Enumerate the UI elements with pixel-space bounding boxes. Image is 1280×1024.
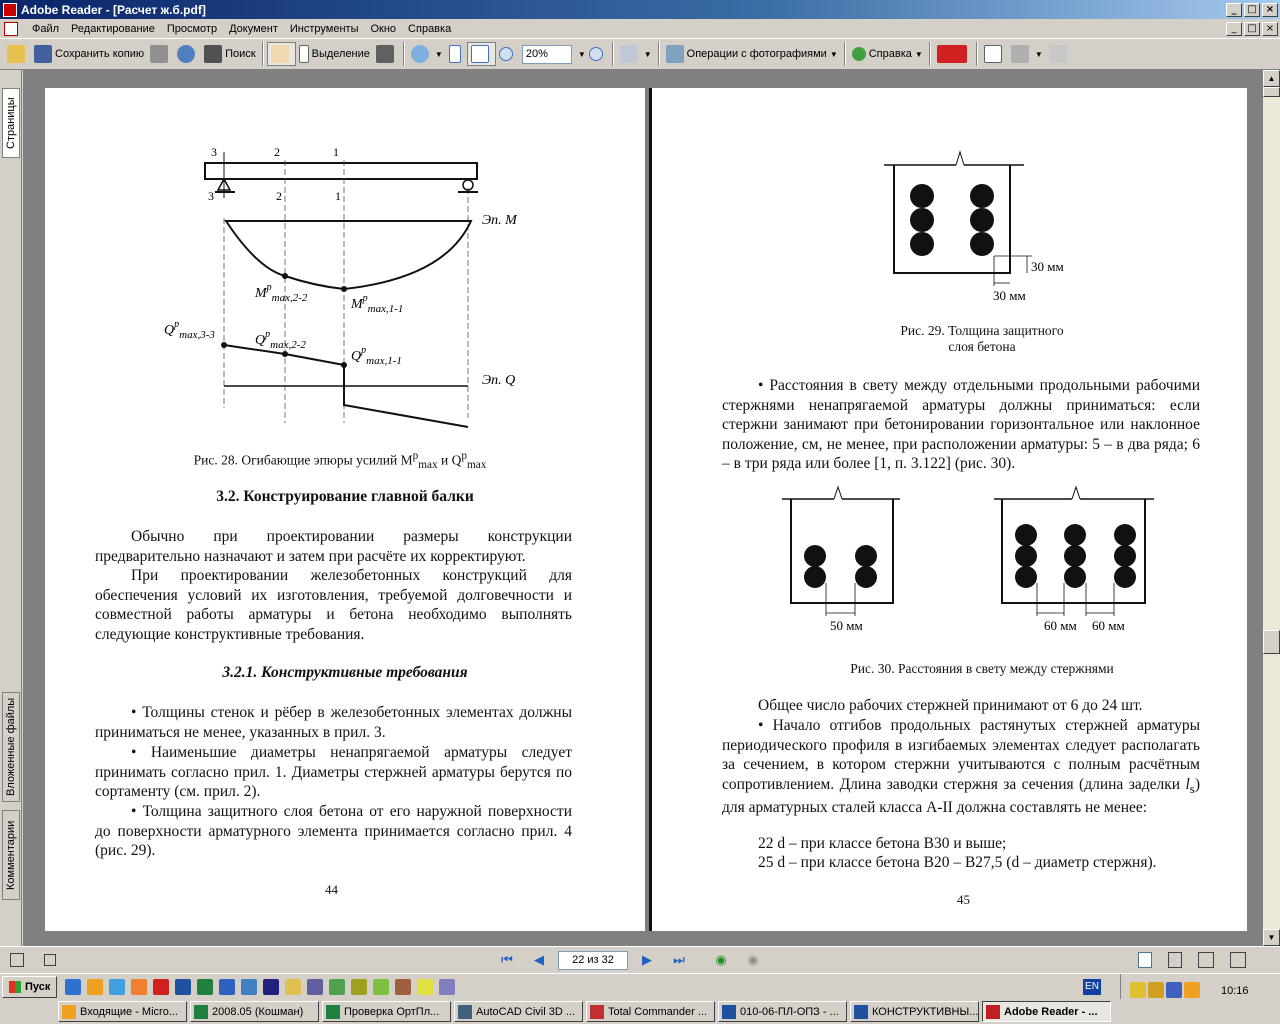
fit-width-icon [471,45,489,63]
total-commander-icon [590,1005,604,1019]
save-copy-button[interactable]: Сохранить копию [31,42,147,66]
dim-50mm: 50 мм [830,618,863,633]
toolbar-separator [976,42,978,66]
quicklaunch-app8-icon[interactable] [417,979,433,995]
paragraph: • Начало отгибов продольных растянутых стержней арматуры периодического профиля в изгибаемых элементах следует располагать за сечением, в котором стержни учитываются с полным расчётным сопротивлением. Длина заводки стержня за сечения (длина заделки $l_s$) для арматурных сталей класса А-II должна составлять не менее: [722,717,1200,817]
quicklaunch-app-icon[interactable] [131,979,147,995]
dim-60mm-left: 60 мм [1044,618,1077,633]
excel-icon [194,1005,208,1019]
printer-icon [150,45,168,63]
taskbar-top-row [0,973,1280,999]
tab-attachments[interactable]: Вложенные файлы [2,692,20,802]
bullet-item: • Толщины стенок и рёбер в железобетонных элементах должны приниматься не менее, указанных в прил. 3. [95,704,572,741]
menu-tools[interactable]: Инструменты [289,22,359,35]
photo-icon [666,45,684,63]
scroll-split-button[interactable] [1263,87,1280,97]
document-icon[interactable] [4,22,18,36]
figure-29 [652,88,1250,318]
window-title: Adobe Reader - [Расчет ж.б.pdf] [21,2,206,17]
taskbar-button-excel[interactable]: 2008.05 (Кошман) [190,1001,319,1022]
continuous-layout-icon[interactable] [1168,952,1182,968]
adobe-reader-icon [3,3,17,17]
continuous-facing-layout-icon[interactable] [1230,952,1246,968]
quicklaunch-folder-icon[interactable] [285,979,301,995]
requirement-line: 25 d – при классе бетона В20 – В27,5 (d – диаметр стержня). [758,854,1157,871]
tray-shield-icon[interactable] [1148,982,1164,998]
support-label-3: 3 [208,189,214,203]
section-label-3: 3 [211,145,217,159]
dim-30mm-horizontal: 30 мм [993,288,1026,303]
scroll-thumb[interactable] [1263,630,1280,654]
figure-30-caption: Рис. 30. Расстояния в свету между стержнями [850,661,1114,676]
rotate-icon [620,45,638,63]
help-icon [852,47,866,61]
menu-view[interactable]: Просмотр [166,22,218,35]
toolbar-separator [612,42,614,66]
help-button[interactable]: Справка ▼ [849,42,926,66]
windows-logo-icon [9,981,21,993]
single-page-layout-icon[interactable] [1138,952,1152,968]
chevron-down-icon: ▼ [1034,49,1043,59]
panel-toggle-icon[interactable] [10,953,24,967]
paragraph: • Расстояния в свету между отдельными продольными рабочими стержнями ненапрягаемой арматуры должны приниматься: если стержни занимают при бетонировании горизонтальное или наклонное положение, см, не менее, при расположении арматуры: 5 – в два ряда; 6 – в три ряда или более [1, п. 3.122] (рис. 30). [722,377,1200,473]
toolbar-separator [929,42,931,66]
chevron-down-icon: ▼ [434,49,443,59]
menu-document[interactable]: Документ [229,22,278,35]
hand-icon [271,45,289,63]
plus-circle-icon [589,47,603,61]
tab-pages[interactable]: Страницы [2,88,20,158]
adobe-reader-icon [986,1005,1000,1019]
quicklaunch-app5-icon[interactable] [351,979,367,995]
tray-clock-icon[interactable] [1184,982,1200,998]
figure-28 [45,88,645,468]
camera-icon [376,45,394,63]
spellcheck-button[interactable] [981,42,1008,66]
support-label-1: 1 [335,189,341,203]
ep-q-label: Эп. Q [482,373,516,388]
toolbar-separator [658,42,660,66]
quicklaunch-app9-icon[interactable] [439,979,455,995]
vertical-scrollbar[interactable] [1263,70,1280,946]
zoom-in-button[interactable] [586,42,609,66]
paragraph: При проектировании железобетонных конструкций для обеспечения условий их изготовления, требуемой долговечности и совместной работы арматуры и бетона необходимо выполнять следующие конструктивные требования. [95,567,572,643]
magnifier-icon [411,45,429,63]
taskbar-button-total-commander[interactable]: Total Commander ... [586,1001,715,1022]
chevron-down-icon: ▼ [643,49,652,59]
svg-text:Qpmax,2-2: $Q^p_{max,2-2}$ [255,329,306,351]
doc-restore-button[interactable]: □ [1244,22,1260,36]
main-toolbar [0,38,1280,70]
options-icon[interactable] [44,954,56,966]
photo-ops-button[interactable]: Операции с фотографиями ▼ [663,42,841,66]
tab-comments[interactable]: Комментарии [2,810,20,900]
zoom-out-button[interactable] [496,42,519,66]
bullet-item: • Толщина защитного слоя бетона от его наружной поверхности до поверхности арматурного элемента принимается согласно прил. 4 (рис. 29). [95,803,572,860]
first-page-button[interactable]: ⏮ [501,952,513,967]
maximize-button[interactable]: □ [1244,3,1260,17]
menu-window[interactable]: Окно [370,22,397,35]
figure-28-caption: Рис. 28. Огибающие эпюры усилий $M^p_{max}$ и $Q^p_{max}$ [193,450,487,472]
word-icon [854,1005,868,1019]
dim-30mm-vertical: 30 мм [1031,259,1064,274]
snapshot-button[interactable] [373,42,400,66]
toolbar-separator [844,42,846,66]
go-forward-button[interactable]: ◉ [747,952,759,967]
taskbar-button-outlook[interactable]: Входящие - Micro... [58,1001,187,1022]
quicklaunch-app2-icon[interactable] [219,979,235,995]
close-button[interactable]: × [1262,3,1278,17]
svg-text:Mpmax,2-2: $M^p_{max,2-2}$ [255,282,308,304]
language-indicator[interactable]: EN [1083,979,1101,995]
quicklaunch-cube-icon[interactable] [153,979,169,995]
quicklaunch-save-icon[interactable] [263,979,279,995]
copy-button[interactable] [1046,42,1073,66]
excel-icon [326,1005,340,1019]
fit-width-button[interactable] [467,42,496,66]
requirement-line: 22 d – при классе бетона В30 и выше; [758,835,1007,852]
search-button[interactable]: Поиск [201,42,258,66]
svg-text:Qpmax,1-1: $Q^p_{max,1-1}$ [351,345,402,367]
taskbar-button-autocad[interactable]: AutoCAD Civil 3D ... [454,1001,583,1022]
figure-29-caption: Рис. 29. Толщина защитного слоя бетона [900,323,1064,354]
copy-icon [1049,45,1067,63]
page-45 [649,88,1247,931]
fit-height-button[interactable] [446,42,467,66]
section-label-1: 1 [333,145,339,159]
menu-edit[interactable]: Редактирование [71,22,155,35]
facing-layout-icon[interactable] [1198,952,1214,968]
quicklaunch-browser-icon[interactable] [109,979,125,995]
previous-page-button[interactable]: ◀ [534,952,544,967]
email-icon [177,45,195,63]
undo-button[interactable] [1008,42,1046,66]
clock-time[interactable]: 10:16 [1221,985,1249,997]
spellcheck-icon [984,45,1002,63]
open-button[interactable] [4,42,31,66]
quicklaunch-excel-icon[interactable] [197,979,213,995]
fit-height-icon [449,45,461,63]
paragraph: Обычно при проектировании размеры конструкции предварительно назначают и затем при расчёте их корректируют. [95,528,572,565]
binoculars-icon [204,45,222,63]
quicklaunch-mail-icon[interactable] [241,979,257,995]
svg-text:Qpmax,3-3: $Q^p_{max,3-3}$ [164,319,215,341]
yahoo-icon [937,45,967,63]
menu-help[interactable]: Справка [408,22,452,35]
page-number: 45 [957,892,970,907]
toolbar-separator [262,42,264,66]
quicklaunch-app7-icon[interactable] [395,979,411,995]
doc-close-button[interactable]: × [1262,22,1278,36]
page-number: 44 [325,882,338,897]
section-label-2: 2 [274,145,280,159]
subsection-heading: 3.2.1. Конструктивные требования [222,664,468,681]
ep-m-label: Эп. М [482,213,517,228]
quicklaunch-app3-icon[interactable] [307,979,323,995]
hand-tool-button[interactable] [267,42,296,66]
taskbar-bottom-row [0,999,1280,1024]
quicklaunch-word-icon[interactable] [175,979,191,995]
quicklaunch-ie-icon[interactable] [65,979,81,995]
tray-mail-icon[interactable] [1130,982,1146,998]
svg-text:Mpmax,1-1: $M^p_{max,1-1}$ [351,293,404,315]
last-page-button[interactable]: ⏭ [673,952,685,967]
rotate-button[interactable] [617,42,655,66]
next-page-button[interactable]: ▶ [642,952,652,967]
quicklaunch-app6-icon[interactable] [373,979,389,995]
go-back-button[interactable]: ◉ [715,952,727,967]
outlook-icon [62,1005,76,1019]
text-cursor-icon [299,45,309,63]
document-view[interactable] [23,70,1263,946]
minus-circle-icon [499,47,513,61]
taskbar-button-word[interactable]: 010-06-ПЛ-ОПЗ - ... [718,1001,847,1022]
taskbar-button-word-2[interactable]: КОНСТРУКТИВНЫ... [850,1001,979,1022]
autocad-icon [458,1005,472,1019]
page-44 [45,88,645,931]
word-icon [722,1005,736,1019]
paragraph: Общее число рабочих стержней принимают от 6 до 24 шт. [758,697,1143,714]
taskbar-button-excel-2[interactable]: Проверка ОртПл... [322,1001,451,1022]
start-button[interactable]: Пуск [2,976,57,998]
zoom-level-field[interactable]: 20% [522,45,572,64]
select-tool-button[interactable]: Выделение [296,42,373,66]
chevron-down-icon: ▼ [914,49,923,59]
tray-app-icon[interactable] [1166,982,1182,998]
support-label-2: 2 [276,189,282,203]
taskbar-button-adobe-reader[interactable]: Adobe Reader - ... [982,1001,1111,1022]
status-bar [0,946,1280,973]
toolbar-separator [403,42,405,66]
doc-minimize-button[interactable]: _ [1226,22,1242,36]
navigation-panel [0,70,22,946]
yahoo-button[interactable] [934,42,973,66]
quicklaunch-app4-icon[interactable] [329,979,345,995]
section-heading: 3.2. Конструирование главной балки [216,488,474,505]
undo-icon [1011,45,1029,63]
scroll-up-button[interactable]: ▲ [1263,70,1280,87]
zoom-dropdown-icon[interactable]: ▼ [577,49,586,59]
chevron-down-icon: ▼ [829,49,838,59]
figure-30 [652,483,1250,663]
menu-bar [0,19,1280,38]
print-button[interactable] [147,42,174,66]
email-button[interactable] [174,42,201,66]
scroll-down-button[interactable]: ▼ [1263,929,1280,946]
folder-open-icon [7,45,25,63]
window-titlebar[interactable] [0,0,1280,19]
zoom-in-tool-button[interactable] [408,42,446,66]
save-icon [34,45,52,63]
menu-file[interactable]: Файл [32,22,60,35]
quicklaunch-clock-icon[interactable] [87,979,103,995]
page-number-field[interactable]: 22 из 32 [558,951,628,970]
bullet-item: • Наименьшие диаметры ненапрягаемой арматуры следует принимать согласно прил. 1. Диаметры стержней арматуры берутся по сортаменту (см. прил. 2). [95,744,572,801]
dim-60mm-right: 60 мм [1092,618,1125,633]
minimize-button[interactable]: _ [1226,3,1242,17]
